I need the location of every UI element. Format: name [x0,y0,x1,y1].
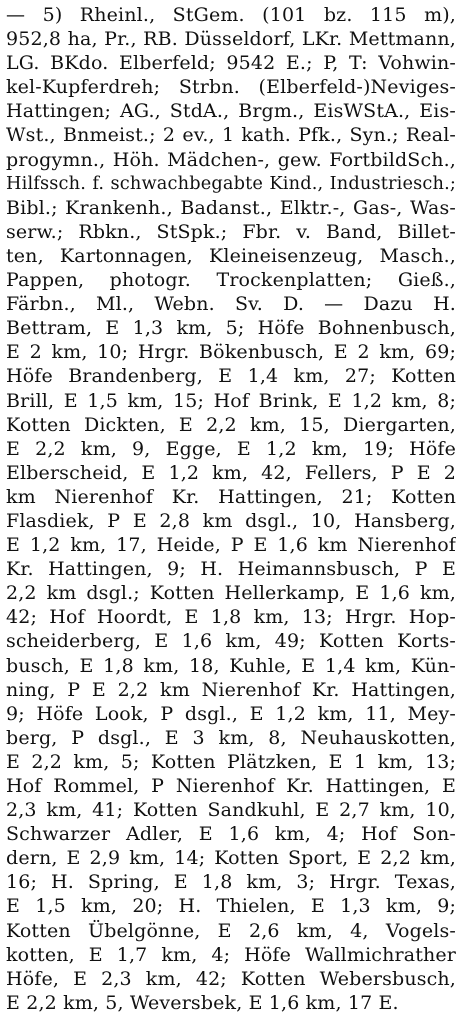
text-line: Bettram, E 1,3 km, 5; Höfe Bohnenbusch, [6,317,456,340]
text-line: 42; Hof Hoordt, E 1,8 km, 13; Hrgr. Hop- [6,606,456,629]
gazetteer-entry [6,3,456,1015]
text-line: Flasdiek, P E 2,8 km dsgl., 10, Hansberg, [6,509,456,532]
text-line: E 2,2 km, 5; Kotten Plätzken, E 1 km, 13; [6,750,456,773]
text-line: kel-Kupferdreh; Strbn. (Elberfeld-)Neviges- [6,76,456,99]
text-line: Kr. Hattingen, 9; H. Heimannsbusch, P E [6,558,456,581]
text-line: 2,3 km, 41; Kotten Sandkuhl, E 2,7 km, 10, [6,799,456,822]
text-line: dern, E 2,9 km, 14; Kotten Sport, E 2,2 km, [6,847,456,870]
text-line: E 1,5 km, 20; H. Thielen, E 1,3 km, 9; [6,895,456,918]
text-line: E 2,2 km, 9, Egge, E 1,2 km, 19; Höfe [6,437,456,460]
text-line: Pappen, photogr. Trockenplatten; Gieß., [6,269,456,292]
text-line: 952,8 ha, Pr., RB. Düsseldorf, LKr. Mettmann, [6,28,456,51]
text-line: Höfe, E 2,3 km, 42; Kotten Webersbusch, [6,967,456,990]
text-line: 16; H. Spring, E 1,8 km, 3; Hrgr. Texas, [6,871,456,894]
text-line: Elberscheid, E 1,2 km, 42, Fellers, P E 2 [6,461,456,484]
text-line: scheiderberg, E 1,6 km, 49; Kotten Korts- [6,630,456,653]
text-line: 9; Höfe Look, P dsgl., E 1,2 km, 11, Mey- [6,702,456,725]
text-line: E 2 km, 10; Hrgr. Bökenbusch, E 2 km, 69; [6,341,456,364]
text-line: Bibl.; Krankenh., Badanst., Elktr.-, Gas-, Was- [6,196,456,219]
text-line: Wst., Bnmeist.; 2 ev., 1 kath. Pfk., Syn.; Real- [6,124,456,147]
text-line: berg, P dsgl., E 3 km, 8, Neuhauskotten, [6,726,456,749]
text-line: LG. BKdo. Elberfeld; 9542 E.; P, T: Vohwin- [6,52,456,75]
text-line: kotten, E 1,7 km, 4; Höfe Wallmichrather [6,943,456,966]
text-line: Höfe Brandenberg, E 1,4 km, 27; Kotten [6,365,456,388]
text-line: ning, P E 2,2 km Nierenhof Kr. Hattingen, [6,678,456,701]
text-line: Färbn., Ml., Webn. Sv. D. — Dazu H. [6,293,456,316]
text-line: km Nierenhof Kr. Hattingen, 21; Kotten [6,485,456,508]
text-line: Kotten Übelgönne, E 2,6 km, 4, Vogels- [6,919,456,942]
text-line: Hattingen; AG., StdA., Brgm., EisWStA., Eis- [6,100,456,123]
text-line: Hof Rommel, P Nierenhof Kr. Hattingen, E [6,775,456,797]
text-line: 2,2 km dsgl.; Kotten Hellerkamp, E 1,6 km, [6,582,456,605]
text-line: busch, E 1,8 km, 18, Kuhle, E 1,4 km, Kün- [6,654,456,677]
text-line: — 5) Rheinl., StGem. (101 bz. 115 m), [6,4,456,26]
text-line: Brill, E 1,5 km, 15; Hof Brink, E 1,2 km, 8; [6,389,456,412]
text-line: E 2,2 km, 5, Weversbek, E 1,6 km, 17 E. [6,991,399,1014]
text-line: Hilfssch. f. schwachbegabte Kind., Industriesch.; [6,173,456,194]
text-line: Schwarzer Adler, E 1,6 km, 4; Hof Son- [6,823,456,846]
text-line: E 1,2 km, 17, Heide, P E 1,6 km Nierenhof [6,534,456,557]
text-line: progymn., Höh. Mädchen-, gew. FortbildSch., [6,148,456,171]
text-line: serw.; Rbkn., StSpk.; Fbr. v. Band, Billet- [6,220,456,243]
text-line: ten, Kartonnagen, Kleineisenzeug, Masch., [6,244,456,267]
text-line: Kotten Dickten, E 2,2 km, 15, Diergarten, [6,413,456,436]
